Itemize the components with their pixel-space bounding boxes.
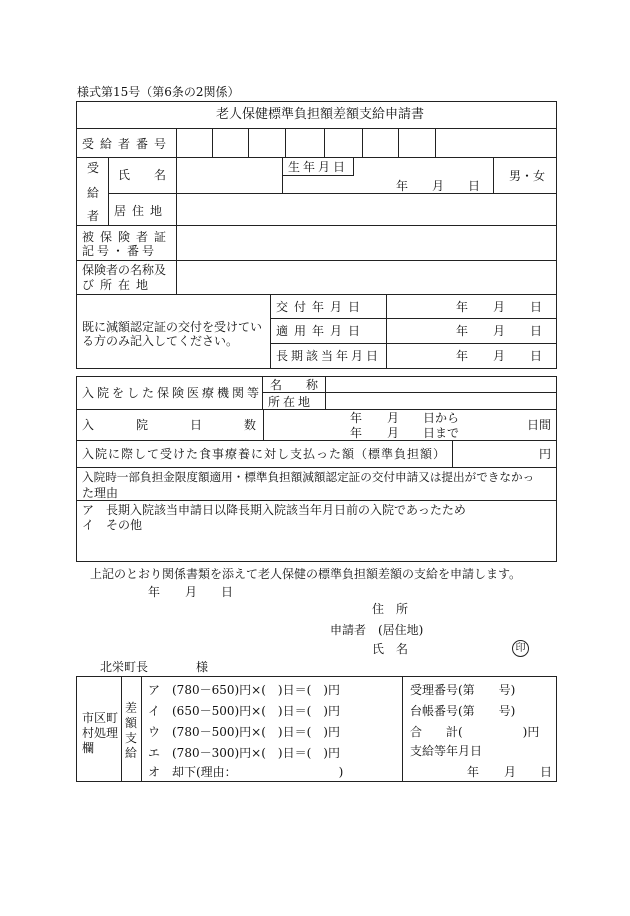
calc-line-c: ウ (780－500)円×( )日＝( )円 [148, 725, 340, 739]
recipient-label-1: 受 [87, 161, 100, 175]
hospital-table [76, 376, 557, 562]
payment-year: 年 [467, 765, 480, 779]
reason-label-1: 入院時一部負担金限度額適用・標準負担額減額認定証の交付申請又は提出ができなかっ [82, 470, 535, 484]
insurance-cert-label-2: 記号・番号 [82, 244, 158, 258]
applicant-address-label: 住 所 [372, 602, 409, 616]
receipt-number: 受理番号(第 号) [410, 683, 516, 697]
diff-label-1: 差 [125, 701, 138, 715]
meal-label: 入院に際して受けた食事療養に対し支払った額（標準負担額） [82, 447, 447, 461]
apply-date-month: 月 [185, 585, 198, 599]
recipient-label-3: 者 [87, 209, 100, 223]
calc-line-b: イ (650－500)円×( )日＝( )円 [148, 704, 340, 718]
apply-month: 月 [493, 324, 506, 338]
apply-date-day: 日 [221, 585, 234, 599]
longterm-month: 月 [493, 349, 506, 363]
issue-month: 月 [493, 300, 506, 314]
name-label: 氏名 [118, 168, 191, 182]
long-term-label: 長期該当年月日 [276, 349, 382, 363]
days-unit: 日間 [527, 418, 552, 432]
form-title: 老人保健標準負担額差額支給申請書 [216, 107, 425, 122]
birth-year: 年 [396, 179, 409, 193]
applicant-label: 申請者 (居住地) [330, 623, 424, 637]
calc-line-d: エ (780－300)円×( )日＝( )円 [148, 746, 340, 760]
reason-option-b[interactable]: イ その他 [82, 518, 143, 532]
birth-month: 月 [432, 179, 445, 193]
payment-day: 日 [540, 765, 553, 779]
meal-yen: 円 [539, 447, 552, 461]
insurance-cert-label-1: 被保険者証 [82, 230, 173, 244]
office-label-2: 村処理 [82, 726, 119, 740]
insurer-label-1: 保険者の名称及 [82, 263, 167, 277]
recipient-number-label: 受給者番号 [82, 137, 173, 151]
from-year: 年 [350, 411, 363, 425]
payment-date-label: 支給等年月日 [410, 744, 483, 758]
recipient-label-2: 給 [87, 186, 100, 200]
apply-day: 日 [530, 324, 543, 338]
payment-month: 月 [504, 765, 517, 779]
issue-day: 日 [530, 300, 543, 314]
apply-date-year: 年 [148, 585, 161, 599]
hospital-name-label: 名称 [270, 378, 343, 392]
reduction-note-1: 既に減額認定証の交付を受けてい [82, 320, 263, 334]
longterm-year: 年 [456, 349, 469, 363]
diff-label-3: 支 [125, 731, 138, 745]
diff-label-4: 給 [125, 746, 138, 760]
addressee: 北栄町長 [100, 660, 149, 674]
addressee-suffix: 様 [196, 660, 209, 674]
issue-year: 年 [456, 300, 469, 314]
office-label-3: 欄 [82, 741, 95, 755]
calc-line-a: ア (780－650)円×( )日＝( )円 [148, 683, 340, 697]
issue-date-label: 交付年月日 [276, 300, 367, 314]
form-number: 様式第15号（第6条の2関係） [77, 85, 240, 99]
days-label: 入院日数 [82, 418, 299, 432]
address-label: 居住地 [114, 204, 169, 218]
diff-label-2: 額 [125, 716, 138, 730]
to-year: 年 [350, 426, 363, 440]
insurer-label-2: び所在地 [82, 278, 155, 292]
office-label-1: 市区町 [82, 711, 119, 725]
reduction-note-2: る方のみ記入してください。 [82, 334, 239, 348]
hospital-label: 入院をした保険医療機関等 [82, 386, 263, 400]
apply-date-label: 適用年月日 [276, 324, 367, 338]
from-month: 月 [387, 411, 400, 425]
birthdate-label: 生年月日 [288, 160, 349, 174]
declaration-text: 上記のとおり関係書類を添えて老人保健の標準負担額差額の支給を申請します。 [90, 567, 522, 581]
calc-line-e: オ 却下(理由： ) [148, 765, 344, 779]
total-amount: 合 計( )円 [410, 725, 540, 739]
seal-mark: 印 [512, 640, 529, 657]
gender-choice[interactable]: 男・女 [509, 169, 546, 183]
apply-year: 年 [456, 324, 469, 338]
reason-option-a[interactable]: ア 長期入院該当申請日以降長期入院該当年月日前の入院であったため [82, 503, 466, 517]
from-label: 日から [423, 411, 460, 425]
applicant-name-label: 氏 名 [372, 642, 409, 656]
ledger-number: 台帳番号(第 号) [410, 704, 516, 718]
birth-day: 日 [468, 179, 481, 193]
to-label: 日まで [423, 426, 460, 440]
reason-label-2: た理由 [82, 486, 119, 500]
hospital-address-label: 所在地 [268, 395, 314, 409]
to-month: 月 [387, 426, 400, 440]
longterm-day: 日 [530, 349, 543, 363]
